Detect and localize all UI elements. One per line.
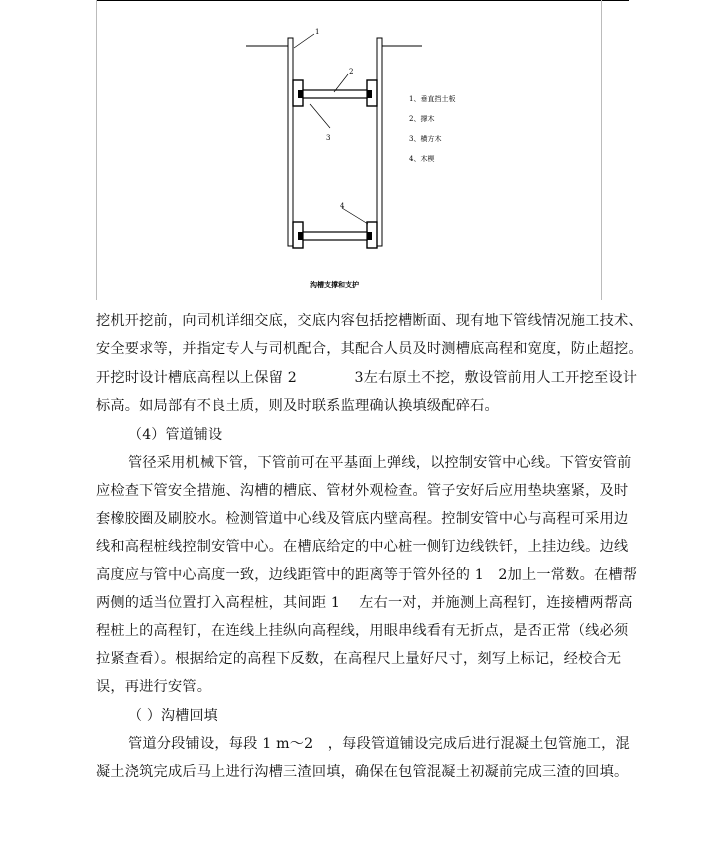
section-heading-backfill: （ ）沟槽回填 [128,708,218,724]
legend-item-1: 1、垂直挡土板 [409,95,456,103]
wedge-lower-left [298,232,303,240]
wedge-upper-left [298,90,303,98]
text-line-2: 安全要求等，并指定专人与司机配合，其配合人员及时测槽底高程和宽度，防止超挖。 [96,341,643,357]
text-line-17: 凝土浇筑完成后马上进行沟槽三渣回填，确保在包管混凝土初凝前完成三渣的回填。 [96,764,629,780]
text-line-16: 管道分段铺设，每段 1 m～2 ，每段管道铺设完成后进行混凝土包管施工，混 [128,736,630,752]
text-line-4: 标高。如局部有不良土质，则及时联系监理确认换填级配碎石。 [96,398,499,414]
text-line-10: 高度应与管中心高度一致，边线距管中的距离等于管外径的 1 2加上一常数。在槽帮 [96,567,638,583]
wedge-upper-right [367,90,372,98]
text-line-14: 误，再进行安管。 [96,679,212,695]
leader-3 [310,104,330,128]
wedge-lower-right [367,232,372,240]
callout-2: 2 [349,68,354,76]
text-line-7: 应检查下管安全措施、沟槽的槽底、管材外观检查。管子安好后应用垫块塞紧，及时 [96,483,629,499]
section-heading-pipe-laying: （4）管道铺设 [128,427,223,443]
text-line-11: 两侧的适当位置打入高程桩，其间距 1 左右一对，并施测上高程钉，连接槽两帮高 [96,595,633,611]
callout-4: 4 [340,202,345,210]
legend-item-3: 3、横方木 [409,135,442,143]
callout-1: 1 [315,28,320,36]
text-line-9: 线和高程桩线控制安管中心。在槽底给定的中心桩一侧钉边线铁钎，上挂边线。边线 [96,539,629,555]
sheet-board-left [288,38,293,246]
text-line-13: 拉紧查看）。根据给定的高程下反数，在高程尺上量好尺寸，刻写上标记，经校合无 [96,651,622,667]
text-line-3: 开挖时设计槽底高程以上保留 2 3左右原土不挖，敷设管前用人工开挖至设计 [96,370,638,386]
leader-4 [342,208,368,224]
legend-item-4: 4、木楔 [409,155,435,163]
text-line-8: 套橡胶圈及刷胶水。检测管道中心线及管底内壁高程。控制安管中心与高程可采用边 [96,511,629,527]
callout-3: 3 [326,134,331,142]
legend-item-2: 2、撑木 [409,115,435,123]
text-line-12: 程桩上的高程钉，在连线上挂纵向高程线，用眼串线看有无折点，是否正常（线必须 [96,623,629,639]
leader-1 [294,34,314,48]
text-line-1: 挖机开挖前，向司机详细交底，交底内容包括挖槽断面、现有地下管线情况施工技术、 [96,313,643,329]
figure-caption: 沟槽支撑和支护 [310,280,359,289]
leader-2 [334,74,348,92]
trench-support-diagram [96,0,600,300]
text-line-6: 管径采用机械下管，下管前可在平基面上弹线，以控制安管中心线。下管安管前 [128,455,632,471]
sheet-board-right [377,38,382,246]
strut-lower [303,232,367,240]
